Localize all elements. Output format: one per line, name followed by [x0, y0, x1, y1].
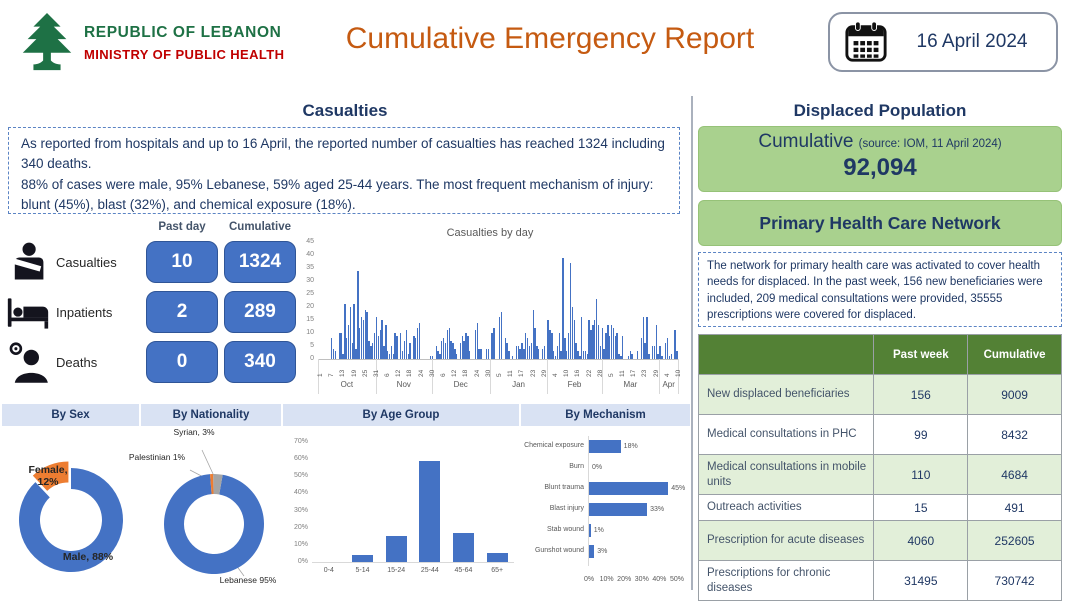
by-sex-label-male: Male, 88% [62, 551, 114, 563]
report-date: 16 April 2024 [916, 31, 1028, 52]
band-by-sex: By Sex [2, 404, 139, 426]
displaced-cumulative-source: (source: IOM, 11 April 2024) [858, 138, 1002, 150]
phc-table [698, 334, 1062, 601]
calendar-icon [844, 20, 888, 64]
stat-label-casualties: Casualties [56, 255, 117, 270]
displaced-cumulative-label: Cumulative [758, 131, 854, 152]
band-by-mechanism: By Mechanism [521, 404, 690, 426]
by-nationality-donut [140, 424, 288, 600]
stat-label-deaths: Deaths [56, 355, 98, 370]
moph-cedar-logo-icon [16, 8, 78, 80]
by-nationality-label-lebanese: Lebanese 95% [219, 575, 277, 585]
by-sex-label-female: Female, 12% [28, 464, 68, 488]
by-nationality-label-syrian: Syrian, 3% [173, 427, 215, 437]
death-icon [6, 341, 50, 385]
org-line1: REPUBLIC OF LEBANON [84, 24, 282, 41]
stat-deaths-past-day: 0 [146, 341, 218, 383]
phc-table-corner-cell [699, 335, 874, 375]
hospital-bed-icon [6, 291, 50, 335]
casualties-summary-line1: As reported from hospitals and up to 16 April, the reported number of casualties has reached 1324 including 340 deaths. [21, 136, 665, 172]
displaced-cumulative-value: 92,094 [843, 154, 917, 181]
casualties-section-title: Casualties [302, 101, 388, 120]
casualties-summary-box [8, 127, 680, 214]
report-date-box [828, 12, 1058, 72]
displaced-cumulative-box [698, 126, 1062, 192]
stats-col-header-past-day: Past day [158, 221, 206, 233]
table-row: Prescription for acute diseases 4060 252605 [699, 521, 1062, 561]
stat-label-inpatients: Inpatients [56, 305, 113, 320]
daily-chart-title: Casualties by day [446, 227, 534, 239]
band-by-nationality: By Nationality [141, 404, 281, 426]
stat-casualties-past-day: 10 [146, 241, 218, 283]
by-nationality-label-palestinian: Palestinian 1% [128, 452, 186, 462]
displaced-section-title: Displaced Population [793, 101, 967, 120]
by-mechanism-chart: Chemical exposure 18% Burn 0% Blunt trauma 45% Blast injury 33% Stab wound 1% Gunshot wound 3% 0% 10% 20% 30% 40% 50% [522, 428, 692, 600]
casualties-by-day-chart: Casualties by day 0 5 10 15 20 25 30 35 40 45 Oct Nov Dec Jan Feb Mar Apr 1 7 13 19 25 31 6 12 18 24 30 6 12 18 24 30 5 11 17 23 29 4 10 16 22 28 5 11 17 23 29 4 10 [296, 227, 684, 401]
phc-summary-box: The network for primary health care was activated to cover health needs for displaced. In the past week, 156 new beneficiaries were included, 209 medical consultations were provided, 35555 prescriptions were covered for displaced. [698, 252, 1062, 327]
injured-person-icon [6, 241, 50, 285]
phc-network-title-box: Primary Health Care Network [698, 200, 1062, 246]
by-sex-donut [4, 432, 138, 596]
stat-deaths-cumulative: 340 [224, 341, 296, 383]
phc-table-header-past-week: Past week [874, 335, 968, 375]
by-age-chart: 0% 10% 20% 30% 40% 50% 60% 70% 0-4 5-14 15-24 25-44 45-64 65+ [286, 428, 520, 600]
table-row: Medical consultations in PHC 99 8432 [699, 415, 1062, 455]
org-name-block [84, 24, 284, 62]
table-row: Outreach activities 15 491 [699, 495, 1062, 521]
stat-inpatients-past-day: 2 [146, 291, 218, 333]
column-divider [691, 96, 693, 590]
stat-casualties-cumulative: 1324 [224, 241, 296, 283]
stats-col-header-cumulative: Cumulative [229, 221, 291, 233]
table-row: New displaced beneficiaries 156 9009 [699, 375, 1062, 415]
report-title: Cumulative Emergency Report [345, 22, 755, 55]
casualties-summary-line2: 88% of cases were male, 95% Lebanese, 59% aged 25-44 years. The most frequent mechanism of injury: blunt (45%), blast (32%), and chemical exposure (18%). [21, 176, 654, 212]
table-row: Medical consultations in mobile units 110 4684 [699, 455, 1062, 495]
breakdown-header-band [2, 404, 690, 426]
table-row: Prescriptions for chronic diseases 31495 730742 [699, 561, 1062, 601]
stat-inpatients-cumulative: 289 [224, 291, 296, 333]
org-line2: MINISTRY OF PUBLIC HEALTH [84, 47, 285, 62]
phc-table-header-cumulative: Cumulative [968, 335, 1062, 375]
band-by-age-group: By Age Group [283, 404, 519, 426]
